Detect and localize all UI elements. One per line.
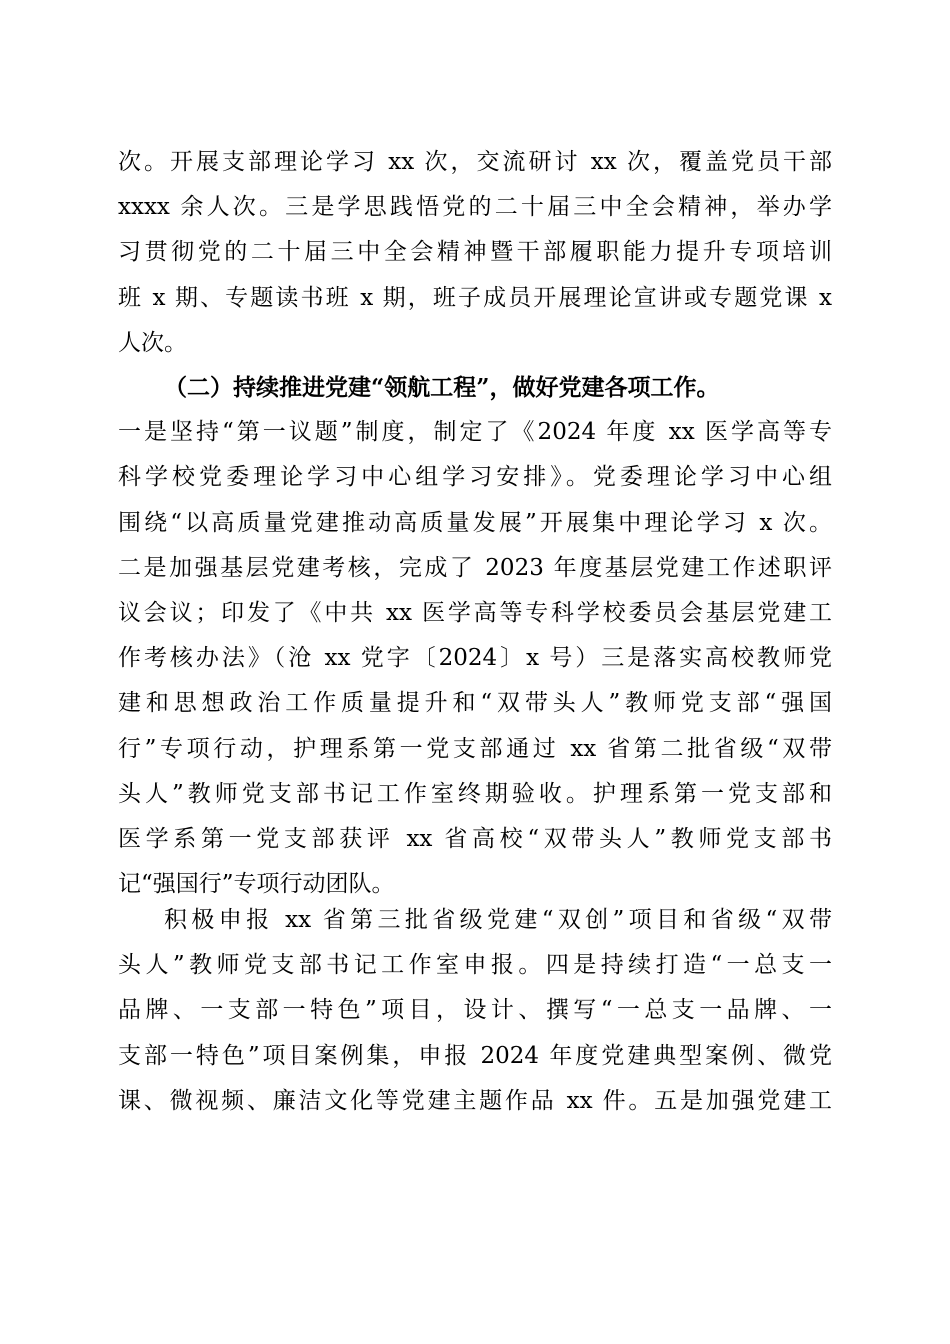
text-line: 行”专项行动，护理系第一党支部通过 xx 省第二批省级“双带 bbox=[118, 735, 832, 762]
text-line: 品牌、一支部一特色”项目，设计、撰写“一总支一品牌、一 bbox=[118, 997, 832, 1024]
text-line: 班 x 期、专题读书班 x 期，班子成员开展理论宣讲或专题党课 x bbox=[118, 284, 832, 311]
text-line: 头人”教师党支部书记工作室申报。四是持续打造“一总支一 bbox=[118, 952, 832, 979]
text-line: xxxx 余人次。三是学思践悟党的二十届三中全会精神，举办学 bbox=[118, 194, 832, 221]
text-line: 医学系第一党支部获评 xx 省高校“双带头人”教师党支部书 bbox=[118, 825, 832, 852]
text-line: 头人”教师党支部书记工作室终期验收。护理系第一党支部和 bbox=[118, 780, 832, 807]
text-line: 议会议；印发了《中共 xx 医学高等专科学校委员会基层党建工 bbox=[118, 599, 832, 626]
text-line: 课、微视频、廉洁文化等党建主题作品 xx 件。五是加强党建工 bbox=[118, 1087, 832, 1114]
text-line: 次。开展支部理论学习 xx 次，交流研讨 xx 次，覆盖党员干部 bbox=[118, 149, 832, 175]
text-line: 作考核办法》（沧 xx 党字〔2024〕x 号）三是落实高校教师党 bbox=[118, 645, 832, 672]
paragraph-continuation bbox=[118, 140, 832, 366]
section-heading: （二）持续推进党建“领航工程”，做好党建各项工作。 bbox=[164, 374, 720, 401]
text-line: 积极申报 xx 省第三批省级党建“双创”项目和省级“双带 bbox=[164, 907, 832, 933]
text-line: 建和思想政治工作质量提升和“双带头人”教师党支部“强国 bbox=[118, 690, 832, 717]
text-line: 记“强国行”专项行动团队。 bbox=[118, 871, 395, 898]
text-line: 二是加强基层党建考核，完成了 2023 年度基层党建工作述职评 bbox=[118, 554, 832, 581]
text-line: 习贯彻党的二十届三中全会精神暨干部履职能力提升专项培训 bbox=[118, 239, 832, 266]
text-line: 人次。 bbox=[118, 329, 187, 356]
paragraph-apply bbox=[118, 898, 832, 1124]
text-line: 科学校党委理论学习中心组学习安排》。党委理论学习中心组 bbox=[118, 464, 832, 491]
section-two-paragraph bbox=[118, 365, 832, 907]
text-line: 一是坚持“第一议题”制度，制定了《2024 年度 xx 医学高等专 bbox=[118, 419, 832, 446]
text-line: 围绕“以高质量党建推动高质量发展”开展集中理论学习 x 次。 bbox=[118, 509, 832, 536]
text-line: 支部一特色”项目案例集，申报 2024 年度党建典型案例、微党 bbox=[118, 1042, 832, 1069]
